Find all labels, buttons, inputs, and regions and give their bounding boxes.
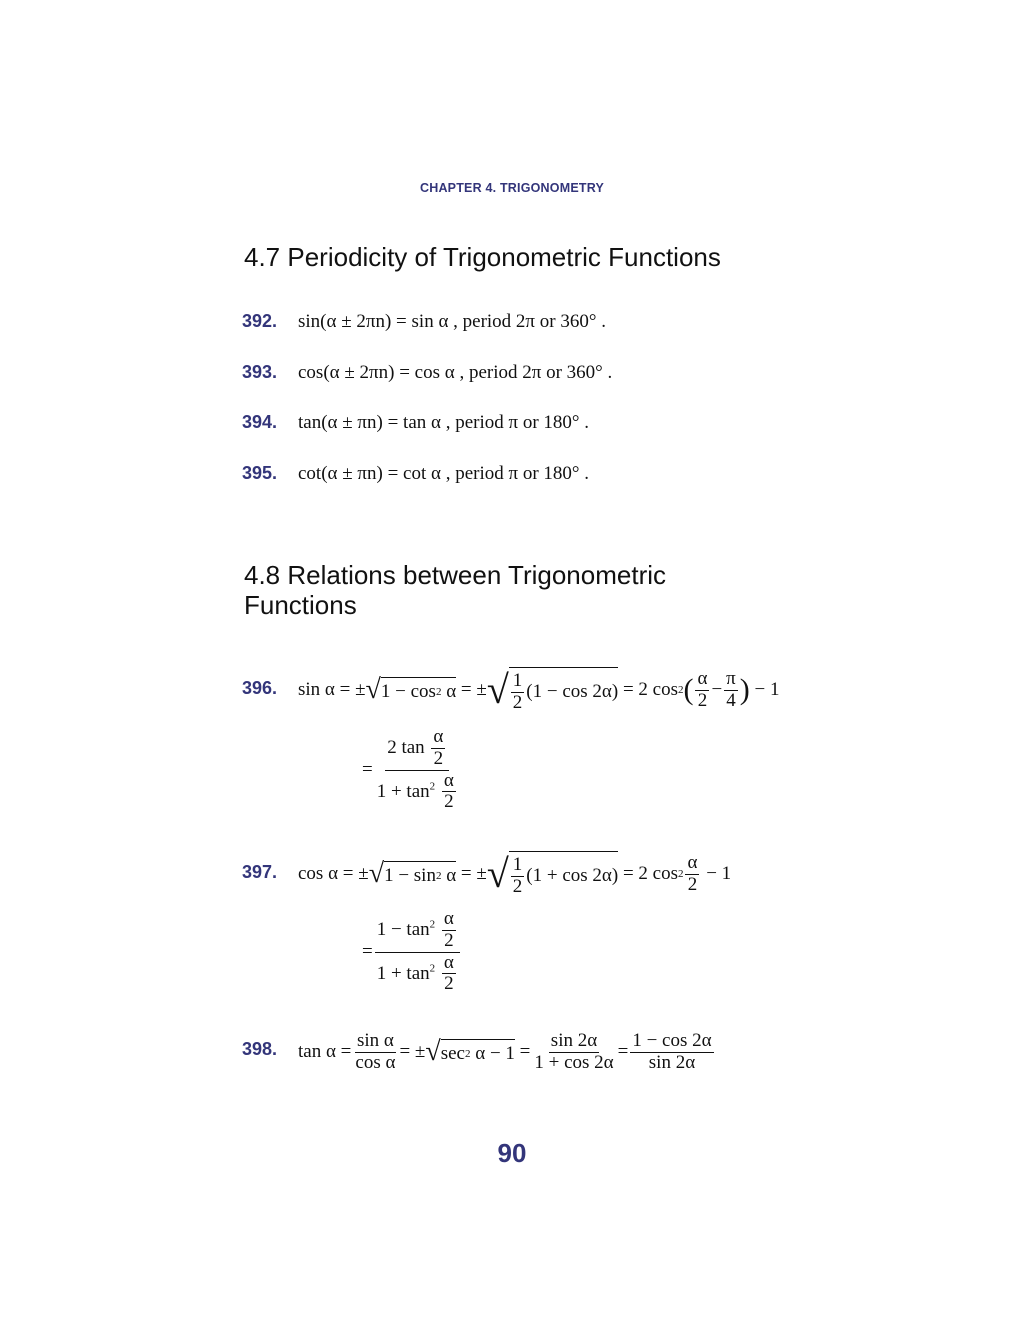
formula-number-396: 396.: [242, 678, 278, 698]
formula-number-392: 392.: [242, 311, 278, 331]
formula-397-line1: cos α = ± √ 1 − sin 2 α = ± √ 1 2 (1 + cos 2α) = 2 cos 2 α 2 − 1: [298, 851, 732, 897]
formula-396-line1: sin α = ± √ 1 − cos 2 α = ± √ 1 2 (1 − cos 2α) = 2 cos 2 ( α 2 − π 4 ) − 1: [298, 667, 780, 713]
running-head: CHAPTER 4. TRIGONOMETRY: [419, 181, 604, 195]
formula-number-393: 393.: [242, 362, 278, 382]
section-title-4-7: 4.7 Periodicity of Trigonometric Functions: [244, 242, 721, 272]
formula-394: tan(α ± πn) = tan α , period π or 180° .: [298, 412, 590, 433]
formula-number-398: 398.: [242, 1039, 278, 1059]
section-title-4-8: [244, 560, 666, 620]
formula-395: cot(α ± πn) = cot α , period π or 180° .: [298, 463, 590, 484]
formula-393: cos(α ± 2πn) = cos α , period 2π or 360° .: [298, 362, 613, 383]
section-title-4-8-line1: 4.8 Relations between Trigonometric: [244, 560, 667, 590]
section-title-4-8-line2: Functions: [244, 590, 357, 620]
page-number: 90: [497, 1138, 527, 1168]
formula-392: sin(α ± 2πn) = sin α , period 2π or 360° .: [298, 311, 606, 332]
formula-number-397: 397.: [242, 862, 278, 882]
formula-396-line2: = 2 tan $\frac{\alpha}{2}$ $1 + \tan^2$ $\frac{\alpha}{2}$: [362, 725, 454, 813]
formula-number-395: 395.: [242, 463, 278, 483]
formula-397-line2: = $1 - \tan^2$ $\frac{\alpha}{2}$ $1 + \tan^2$ $\frac{\alpha}{2}$: [362, 906, 462, 998]
formula-number-394: 394.: [242, 412, 278, 432]
formula-398: tan α = sin α cos α = ± √ sec 2 α − 1 = sin 2α 1 + cos 2α = 1 − cos 2α sin 2α: [298, 1029, 712, 1073]
